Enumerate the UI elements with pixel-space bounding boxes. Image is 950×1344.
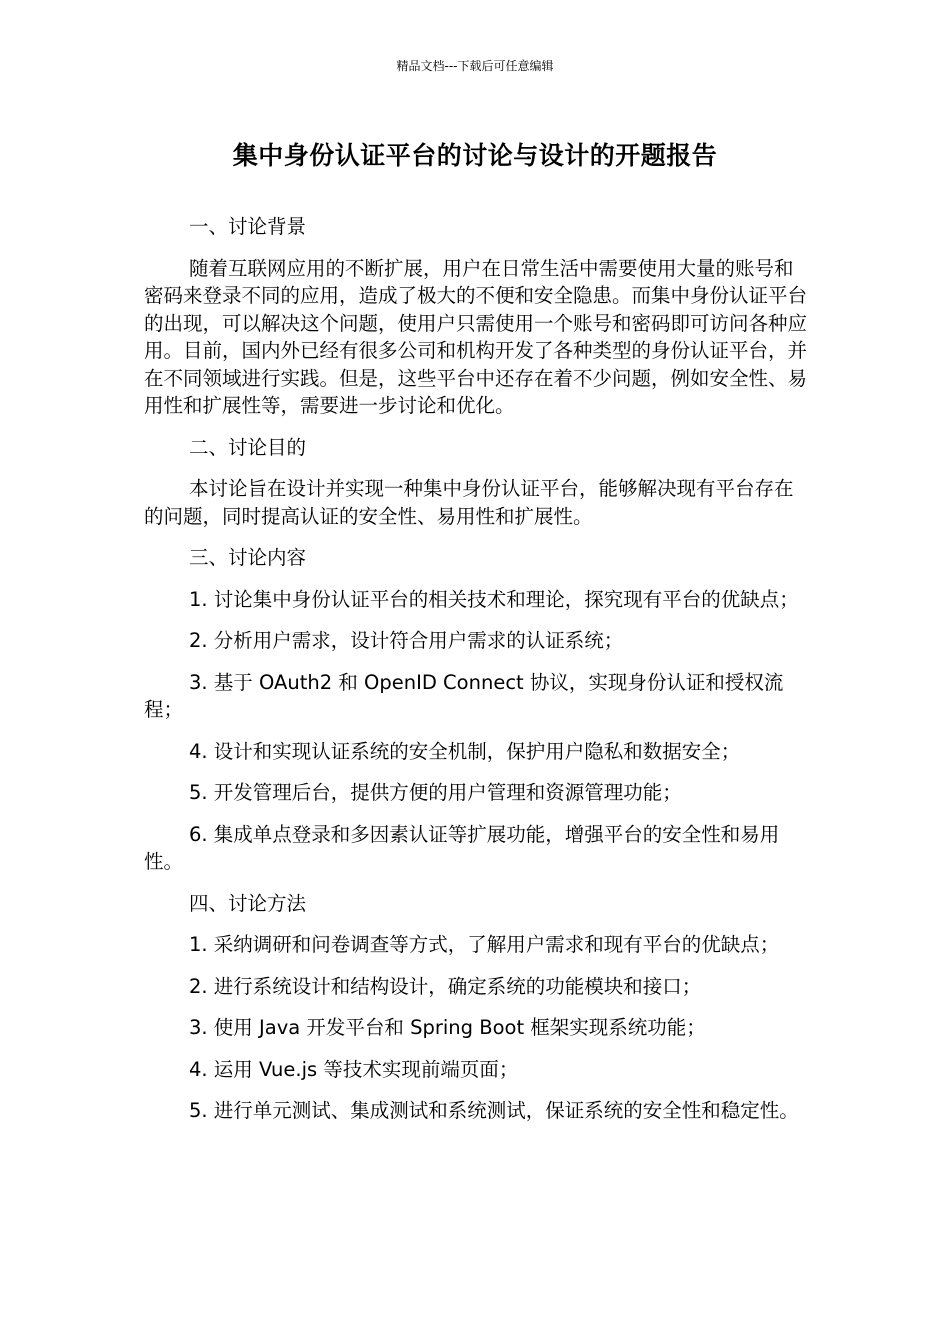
content-item-3: 3. 基于 OAuth2 和 OpenID Connect 协议，实现身份认证和授权流程； [144,670,784,721]
purpose-paragraph: 本讨论旨在设计并实现一种集中身份认证平台，能够解决现有平台存在的问题，同时提高认证的安全性、易用性和扩展性。 [144,477,794,528]
section-heading-background: 一、讨论背景 [189,215,307,238]
section-heading-purpose: 二、讨论目的 [189,435,307,459]
content-item-2: 2. 分析用户需求，设计符合用户需求的认证系统； [189,629,624,652]
section-heading-method: 四、讨论方法 [189,891,307,915]
document-title: 集中身份认证平台的讨论与设计的开题报告 [232,141,718,170]
content-item-4: 4. 设计和实现认证系统的安全机制，保护用户隐私和数据安全； [189,739,741,763]
method-item-4: 4. 运用 Vue.js 等技术实现前端页面； [189,1057,519,1081]
content-item-6: 6. 集成单点登录和多因素认证等扩展功能，增强平台的安全性和易用性。 [144,822,780,873]
document-body [144,213,810,1139]
background-paragraph: 随着互联网应用的不断扩展，用户在日常生活中需要使用大量的账号和密码来登录不同的应用，造成了极大的不便和安全隐患。而集中身份认证平台的出现，可以解决这个问题，使用户只需使用一个账号和密码即可访问各种应用。目前，国内外已经有很多公司和机构开发了各种类型的身份认证平台，并在不同领域进行实践。但是，这些平台中还存在着不少问题，例如安全性、易用性和扩展性等，需要进一步讨论和优化。 [144,256,808,417]
header-note: 精品文档---下载后可任意编辑 [396,59,554,73]
method-item-5: 5. 进行单元测试、集成测试和系统测试，保证系统的安全性和稳定性。 [189,1099,799,1122]
section-heading-content: 三、讨论内容 [189,546,307,569]
method-item-3: 3. 使用 Java 开发平台和 Spring Boot 框架实现系统功能； [189,1016,706,1039]
content-item-5: 5. 开发管理后台，提供方便的用户管理和资源管理功能； [189,781,682,804]
method-item-1: 1. 采纳调研和问卷调查等方式，了解用户需求和现有平台的优缺点； [189,933,780,956]
method-item-2: 2. 进行系统设计和结构设计，确定系统的功能模块和接口； [189,974,702,998]
content-item-1: 1. 讨论集中身份认证平台的相关技术和理论，探究现有平台的优缺点； [189,587,799,611]
